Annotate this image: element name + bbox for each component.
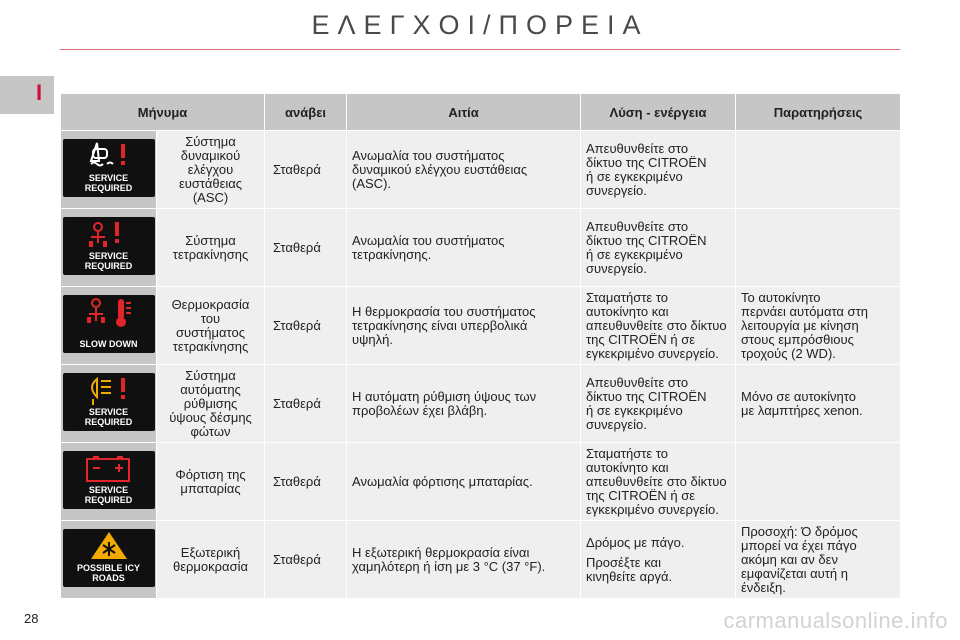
message-icon-cell bbox=[61, 521, 157, 599]
table-row bbox=[61, 287, 901, 365]
table-row bbox=[61, 521, 901, 599]
message-name-line: του bbox=[200, 310, 221, 326]
solution-line: αυτοκίνητο και bbox=[586, 459, 669, 475]
solution-line: Σταματήστε το bbox=[586, 289, 669, 305]
warning-display-label-line: SERVICE bbox=[88, 485, 129, 495]
warning-display-label-line: SLOW DOWN bbox=[79, 339, 138, 349]
cause-cell bbox=[347, 365, 581, 443]
warning-display-label bbox=[63, 173, 155, 193]
notes-line: Μόνο σε αυτοκίνητο bbox=[741, 388, 856, 404]
notes-line: εμφανίζεται αυτή η bbox=[741, 565, 848, 581]
message-name-cell bbox=[157, 443, 265, 521]
cause-line: τετρακίνησης. bbox=[352, 246, 432, 262]
table-row bbox=[61, 365, 901, 443]
cause-line: Η θερμοκρασία του συστήματος bbox=[352, 303, 536, 319]
solution-line: συνεργείο. bbox=[586, 182, 647, 198]
warning-display-label bbox=[63, 339, 155, 349]
warning-display-label-line: ROADS bbox=[92, 573, 125, 583]
solution-cell bbox=[581, 365, 736, 443]
cause-line: Η αυτόματη ρύθμιση ύψους των bbox=[352, 388, 537, 404]
cause-cell bbox=[347, 521, 581, 599]
message-name-line: δυναμικού bbox=[180, 147, 241, 163]
solution-line: Σταματήστε το bbox=[586, 445, 669, 461]
solution-line: ή σε εγκεκριμένο bbox=[586, 168, 683, 184]
warning-display-label bbox=[63, 407, 155, 427]
warning-display bbox=[63, 295, 155, 353]
header-cause: Αιτία bbox=[347, 94, 581, 131]
notes-line: ένδειξη. bbox=[741, 579, 786, 595]
table-header-row bbox=[61, 94, 901, 131]
solution-line: Δρόμος με πάγο. bbox=[586, 534, 685, 550]
solution-line: Απευθυνθείτε στο bbox=[586, 218, 689, 234]
message-name-line: Εξωτερική bbox=[180, 544, 241, 560]
warning-display bbox=[63, 217, 155, 275]
message-name-line: (ASC) bbox=[192, 189, 229, 205]
warning-display bbox=[63, 451, 155, 509]
icy-road-warning-icon bbox=[63, 529, 155, 565]
table-row bbox=[61, 131, 901, 209]
message-name-line: ευστάθειας bbox=[178, 175, 243, 191]
message-name-cell bbox=[157, 365, 265, 443]
warning-display bbox=[63, 529, 155, 587]
notes-line: στους εμπρόσθιους bbox=[741, 331, 854, 347]
notes-line: Το αυτοκίνητο bbox=[741, 289, 821, 305]
notes-line: περνάει αυτόματα στη bbox=[741, 303, 868, 319]
notes-cell bbox=[736, 287, 901, 365]
message-name-line: Φόρτιση της bbox=[175, 466, 246, 482]
warning-display-label bbox=[63, 485, 155, 505]
message-name-line: Σύστημα bbox=[185, 232, 236, 248]
state-cell: Σταθερά bbox=[265, 287, 347, 365]
warning-display-label-line: SERVICE bbox=[88, 173, 129, 183]
cause-line: Η εξωτερική θερμοκρασία είναι bbox=[352, 544, 530, 560]
message-name-line: θερμοκρασία bbox=[173, 558, 248, 574]
solution-line: δίκτυο της CITROËN bbox=[586, 232, 707, 248]
message-name-cell bbox=[157, 209, 265, 287]
message-name-line: φώτων bbox=[190, 423, 231, 439]
warning-display-label bbox=[63, 251, 155, 271]
solution-paragraph bbox=[586, 556, 730, 584]
state-cell: Σταθερά bbox=[265, 443, 347, 521]
gearbox-warning-icon bbox=[63, 217, 155, 253]
battery-charge-icon bbox=[63, 451, 155, 487]
cause-cell bbox=[347, 443, 581, 521]
state-cell: Σταθερά bbox=[265, 521, 347, 599]
solution-cell bbox=[581, 521, 736, 599]
notes-line: τροχούς (2 WD). bbox=[741, 345, 836, 361]
warning-display-label-line: SERVICE bbox=[88, 251, 129, 261]
warning-display-label bbox=[63, 563, 155, 583]
solution-line: αυτοκίνητο και bbox=[586, 303, 669, 319]
title-divider bbox=[60, 49, 900, 50]
solution-paragraph bbox=[586, 536, 730, 550]
warning-display-label-line: SERVICE bbox=[88, 407, 129, 417]
solution-line: συνεργείο. bbox=[586, 260, 647, 276]
notes-line: λειτουργία με κίνηση bbox=[741, 317, 859, 333]
message-name-line: Σύστημα bbox=[185, 133, 236, 149]
solution-line: ή σε εγκεκριμένο bbox=[586, 246, 683, 262]
solution-paragraph bbox=[586, 291, 730, 361]
message-name-line: ελέγχου bbox=[187, 161, 234, 177]
solution-line: εγκεκριμένο συνεργείο. bbox=[586, 345, 719, 361]
chapter-tab bbox=[0, 76, 54, 114]
message-name-line: Θερμοκρασία bbox=[171, 296, 250, 312]
header-state: ανάβει bbox=[265, 94, 347, 131]
solution-cell bbox=[581, 209, 736, 287]
transmission-temperature-icon bbox=[63, 295, 155, 331]
page-title: ΕΛΕΓΧΟΙ/ΠΟΡΕΙΑ bbox=[311, 10, 649, 40]
cause-line: χαμηλότερη ή ίση με 3 °C (37 °F). bbox=[352, 558, 546, 574]
solution-line: απευθυνθείτε στο δίκτυο bbox=[586, 317, 727, 333]
solution-line: Προσέξτε και bbox=[586, 554, 661, 570]
message-icon-cell bbox=[61, 443, 157, 521]
solution-cell bbox=[581, 443, 736, 521]
header-solution: Λύση - ενέργεια bbox=[581, 94, 736, 131]
solution-paragraph bbox=[586, 220, 730, 276]
warning-display-label-line: REQUIRED bbox=[84, 495, 133, 505]
solution-line: απευθυνθείτε στο δίκτυο bbox=[586, 473, 727, 489]
message-name-line: τετρακίνησης bbox=[172, 246, 249, 262]
notes-cell bbox=[736, 131, 901, 209]
solution-paragraph bbox=[586, 142, 730, 198]
asc-warning-icon bbox=[63, 139, 155, 175]
notes-cell bbox=[736, 443, 901, 521]
message-icon-cell bbox=[61, 131, 157, 209]
cause-line: υψηλή. bbox=[352, 331, 393, 347]
cause-line: Ανωμαλία φόρτισης μπαταρίας. bbox=[352, 473, 533, 489]
notes-line: ακόμη και αν δεν bbox=[741, 551, 838, 567]
cause-line: Ανωμαλία του συστήματος bbox=[352, 232, 505, 248]
solution-cell bbox=[581, 287, 736, 365]
message-name-line: μπαταρίας bbox=[180, 480, 241, 496]
watermark: carmanualsonline.info bbox=[723, 608, 948, 633]
cause-cell bbox=[347, 209, 581, 287]
message-name-line: τετρακίνησης bbox=[172, 338, 249, 354]
message-icon-cell bbox=[61, 287, 157, 365]
message-name-cell bbox=[157, 521, 265, 599]
header-message: Μήνυμα bbox=[61, 94, 265, 131]
warning-display bbox=[63, 373, 155, 431]
notes-line: με λαμπτήρες xenon. bbox=[741, 402, 863, 418]
notes-line: Προσοχή: Ό δρόμος bbox=[741, 523, 858, 539]
solution-line: Απευθυνθείτε στο bbox=[586, 374, 689, 390]
table-row bbox=[61, 209, 901, 287]
message-name-line: Σύστημα bbox=[185, 367, 236, 383]
solution-cell bbox=[581, 131, 736, 209]
notes-cell bbox=[736, 521, 901, 599]
message-icon-cell bbox=[61, 209, 157, 287]
message-name-cell bbox=[157, 131, 265, 209]
solution-paragraph bbox=[586, 376, 730, 432]
headlamp-levelling-icon bbox=[63, 373, 155, 409]
warning-display-label-line: REQUIRED bbox=[84, 183, 133, 193]
message-name-cell bbox=[157, 287, 265, 365]
warning-display bbox=[63, 139, 155, 197]
message-name-line: ύψους δέσμης bbox=[169, 409, 252, 425]
cause-cell bbox=[347, 131, 581, 209]
cause-cell bbox=[347, 287, 581, 365]
solution-line: Απευθυνθείτε στο bbox=[586, 140, 689, 156]
warning-display-label-line: REQUIRED bbox=[84, 417, 133, 427]
warning-display-label-line: POSSIBLE ICY bbox=[76, 563, 140, 573]
message-name-line: ρύθμισης bbox=[183, 395, 238, 411]
solution-paragraph bbox=[586, 447, 730, 517]
state-cell: Σταθερά bbox=[265, 365, 347, 443]
solution-line: εγκεκριμένο συνεργείο. bbox=[586, 501, 719, 517]
solution-line: ή σε εγκεκριμένο bbox=[586, 402, 683, 418]
cause-line: τετρακίνησης είναι υπερβολικά bbox=[352, 317, 528, 333]
solution-line: δίκτυο της CITROËN bbox=[586, 388, 707, 404]
solution-line: της CITROËN ή σε bbox=[586, 487, 696, 503]
solution-line: κινηθείτε αργά. bbox=[586, 568, 673, 584]
warning-messages-table bbox=[60, 93, 901, 599]
warning-display-label-line: REQUIRED bbox=[84, 261, 133, 271]
message-name-line: συστήματος bbox=[176, 324, 245, 340]
solution-line: δίκτυο της CITROËN bbox=[586, 154, 707, 170]
solution-line: της CITROËN ή σε bbox=[586, 331, 696, 347]
message-name-line: αυτόματης bbox=[180, 381, 241, 397]
notes-cell bbox=[736, 365, 901, 443]
notes-cell bbox=[736, 209, 901, 287]
page-number: 28 bbox=[24, 611, 39, 626]
header-notes: Παρατηρήσεις bbox=[736, 94, 901, 131]
table-row bbox=[61, 443, 901, 521]
state-cell: Σταθερά bbox=[265, 131, 347, 209]
cause-line: δυναμικού ελέγχου ευστάθειας bbox=[352, 161, 528, 177]
cause-line: (ASC). bbox=[352, 175, 392, 191]
cause-line: Ανωμαλία του συστήματος bbox=[352, 147, 505, 163]
cause-line: προβολέων έχει βλάβη. bbox=[352, 402, 488, 418]
notes-line: μπορεί να έχει πάγο bbox=[741, 537, 857, 553]
solution-line: συνεργείο. bbox=[586, 416, 647, 432]
chapter-tab-label: I bbox=[36, 80, 43, 105]
state-cell: Σταθερά bbox=[265, 209, 347, 287]
message-icon-cell bbox=[61, 365, 157, 443]
